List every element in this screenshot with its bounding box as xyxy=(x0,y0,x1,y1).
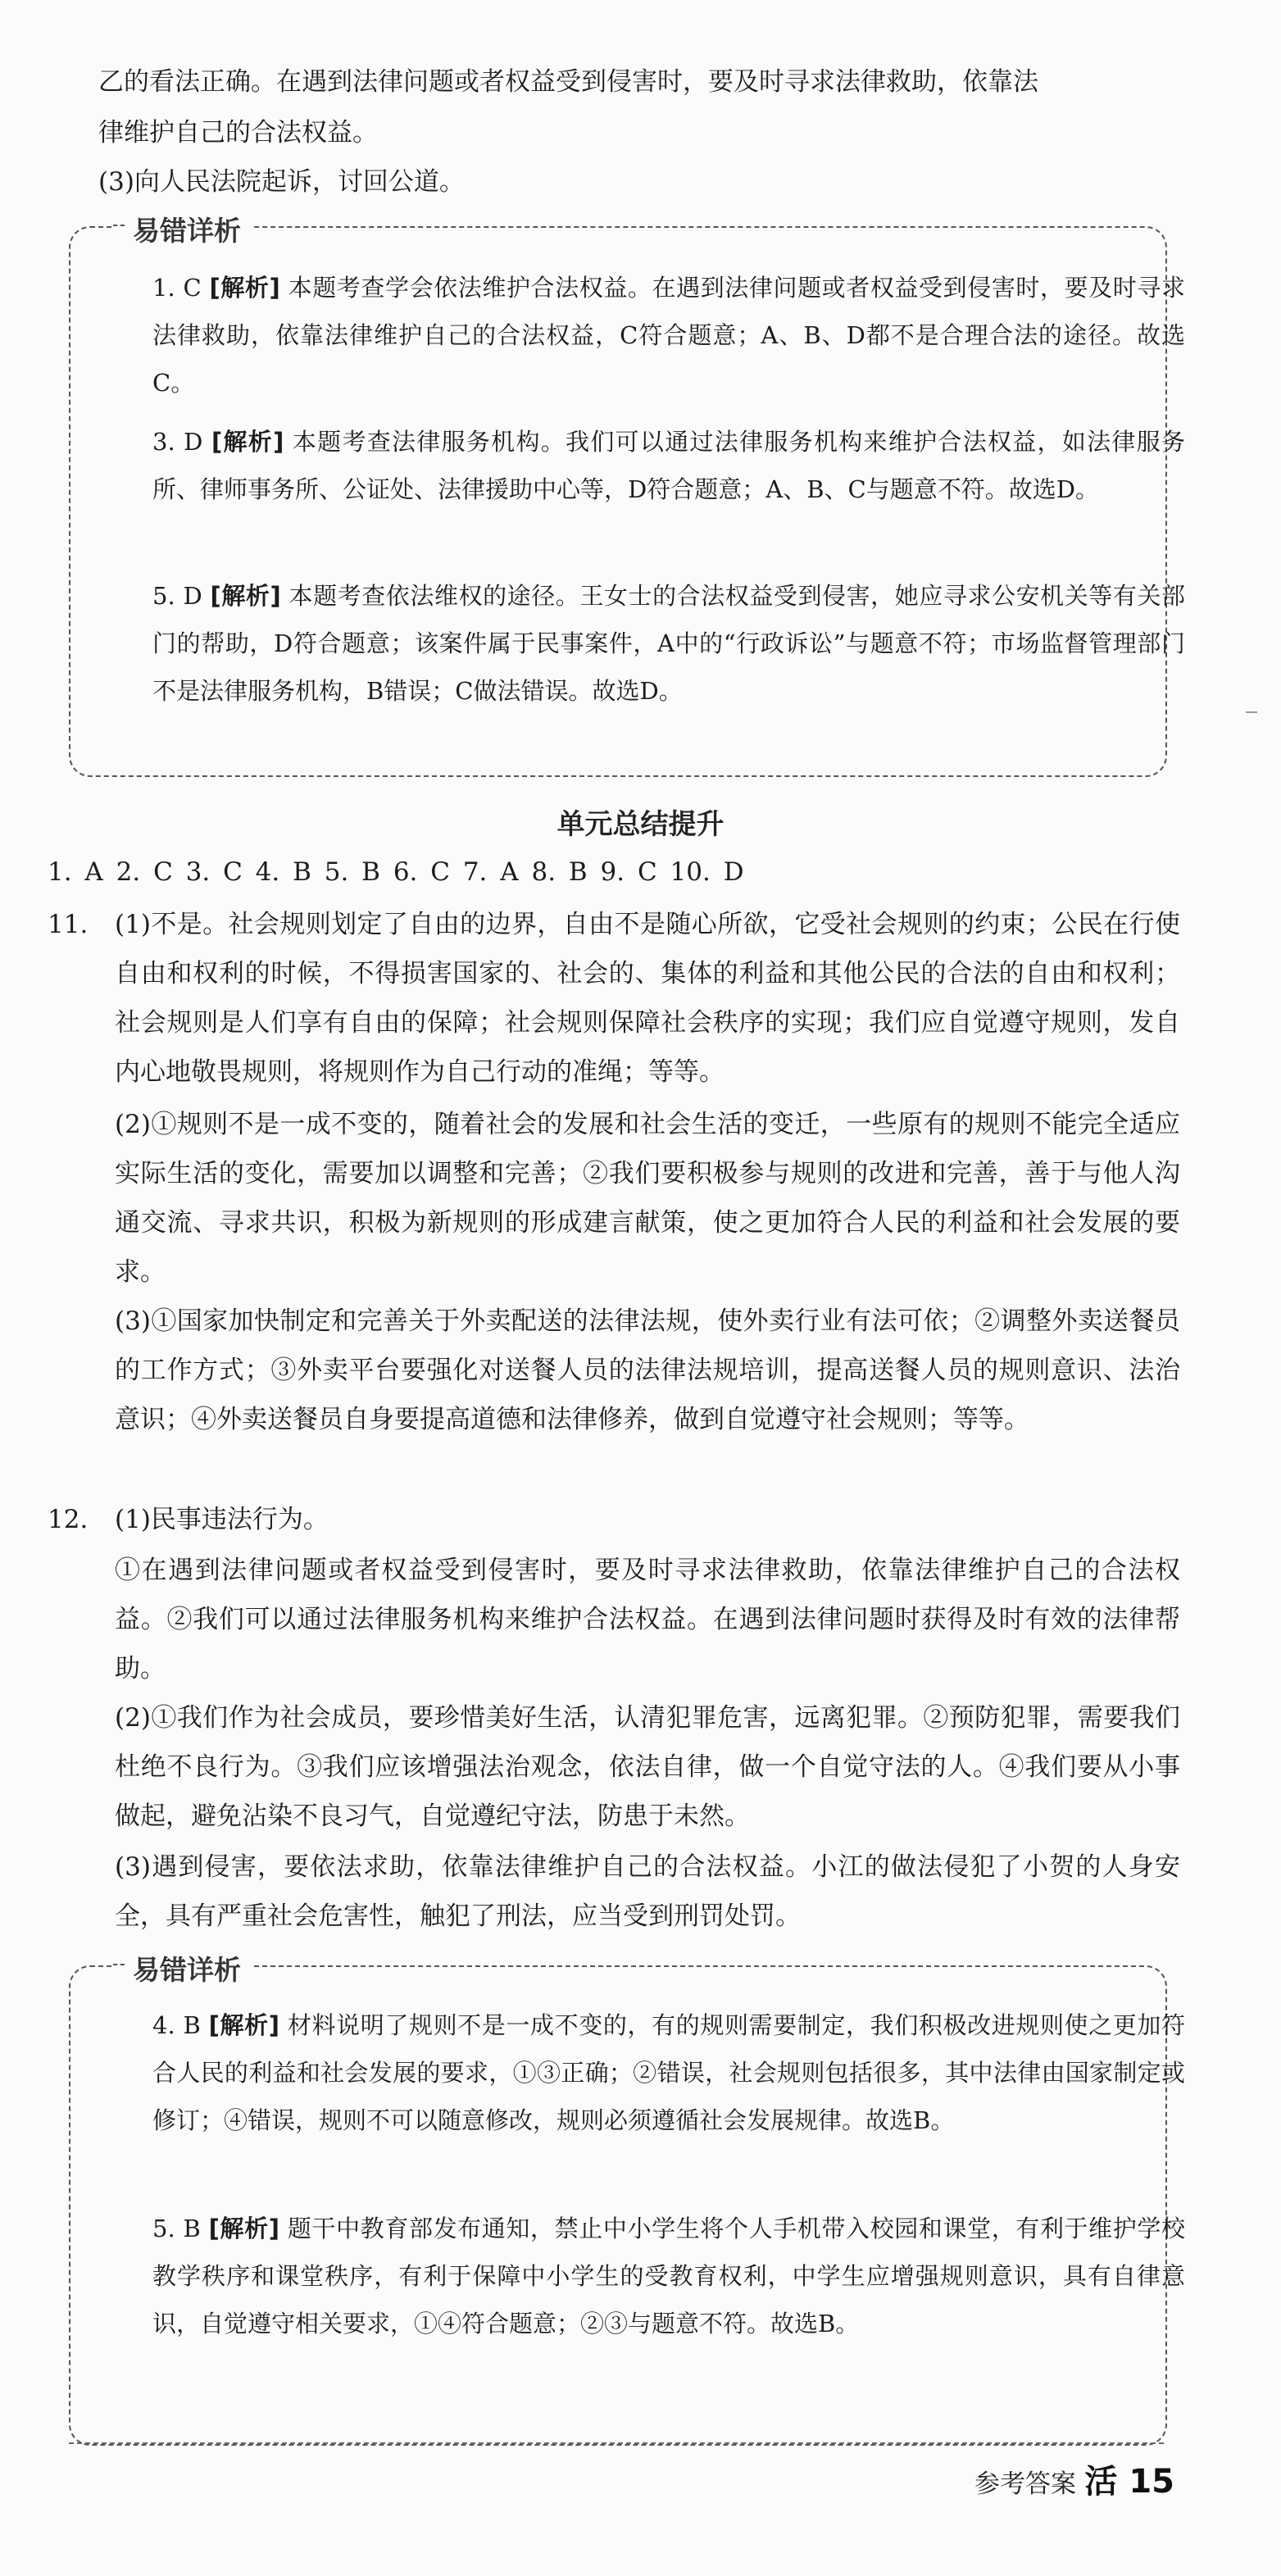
q11-part-1: (1)不是。社会规则划定了自由的边界，自由不是随心所欲，它受社会规则的约束；公民在行使自由和权利的时候，不得损害国家的、社会的、集体的利益和其他公民的合法的自由和权利；社会规则是人们享有自由的保障；社会规则保障社会秩序的实现；我们应自觉遵守规则，发自内心地敬畏规则，将规则作为自己行动的准绳；等等。 xyxy=(115,910,1180,1087)
section-title: 单元总结提升 xyxy=(556,808,725,841)
analysis-text: 本题考查依法维权的途径。王女士的合法权益受到侵害，她应寻求公安机关等有关部门的帮助，D符合题意；该案件属于民事案件，A中的“行政诉讼”与题意不符；市场监督管理部门不是法律服务机构，B错误；C做法错误。故选D。 xyxy=(152,582,1186,705)
analysis-text: 材料说明了规则不是一成不变的，有的规则需要制定，我们积极改进规则使之更加符合人民的利益和社会发展的要求，①③正确；②错误，社会规则包括很多，其中法律由国家制定或修订；④错误，规则不可以随意修改，规则必须遵循社会发展规律。故选B。 xyxy=(152,2011,1186,2134)
question-number: 11. xyxy=(48,910,89,939)
analysis-item xyxy=(152,264,1185,407)
q12-part-4: (3)遇到侵害，要依法求助，依靠法律维护自己的合法权益。小江的做法侵犯了小贺的人身安全，具有严重社会危害性，触犯了刑法，应当受到刑罚处罚。 xyxy=(115,1852,1180,1931)
item-label: 1. C xyxy=(152,274,202,302)
item-label: 5. D xyxy=(152,582,202,610)
analysis-item xyxy=(152,2205,1185,2347)
analysis-text: 题干中教育部发布通知，禁止中小学生将个人手机带入校园和课堂，有利于维护学校教学秩序和课堂秩序，有利于保障中小学生的受教育权利，中学生应增强规则意识，具有自律意识，自觉遵守相关要求，①④符合题意；②③与题意不符。故选B。 xyxy=(152,2215,1186,2337)
analysis-item xyxy=(152,2001,1185,2144)
box-title: 易错详析 xyxy=(113,1949,251,1988)
footer-label: 参考答案 xyxy=(974,2469,1076,2499)
error-analysis-box-2 xyxy=(69,1954,1186,2446)
footer-divider xyxy=(69,2442,1164,2444)
analysis-text: 本题考查学会依法维护合法权益。在遇到法律问题或者权益受到侵害时，要及时寻求法律救助，依靠法律维护自己的合法权益，C符合题意；A、B、D都不是合理合法的途径。故选C。 xyxy=(152,274,1185,397)
analysis-tag: [解析] xyxy=(208,2215,280,2242)
q12-part-3: (2)①我们作为社会成员，要珍惜美好生活，认清犯罪危害，远离犯罪。②预防犯罪，需要我们杜绝不良行为。③我们应该增强法治观念，依法自律，做一个自觉守法的人。④我们要从小事做起，避免沾染不良习气，自觉遵纪守法，防患于未然。 xyxy=(115,1703,1180,1831)
box-title: 易错详析 xyxy=(113,210,251,248)
q12-part-2: ①在遇到法律问题或者权益受到侵害时，要及时寻求法律救助，依靠法律维护自己的合法权益。②我们可以通过法律服务机构来维护合法权益。在遇到法律问题时获得及时有效的法律帮助。 xyxy=(115,1556,1180,1683)
analysis-item xyxy=(152,418,1185,513)
q12-part-1: (1)民事违法行为。 xyxy=(115,1505,329,1534)
item-label: 3. D xyxy=(152,428,203,456)
item-label: 4. B xyxy=(152,2011,201,2039)
analysis-tag: [解析] xyxy=(210,582,281,610)
analysis-tag: [解析] xyxy=(209,274,280,302)
item-label: 5. B xyxy=(152,2215,201,2242)
analysis-text: 本题考查法律服务机构。我们可以通过法律服务机构来维护合法权益，如法律服务所、律师事务所、公证处、法律援助中心等，D符合题意；A、B、C与题意不符。故选D。 xyxy=(152,428,1186,503)
q11-part-2: (2)①规则不是一成不变的，随着社会的发展和社会生活的变迁，一些原有的规则不能完全适应实际生活的变化，需要加以调整和完善；②我们要积极参与规则的改进和完善，善于与他人沟通交流、寻求共识，积极为新规则的形成建言献策，使之更加符合人民的利益和社会发展的要求。 xyxy=(115,1110,1180,1287)
analysis-tag: [解析] xyxy=(211,428,284,456)
continued-text-line-2: 律维护自己的合法权益。 xyxy=(98,118,378,148)
margin-mark xyxy=(1246,711,1257,713)
continued-text-line-1: 乙的看法正确。在遇到法律问题或者权益受到侵害时，要及时寻求法律救助，依靠法 xyxy=(98,67,1038,97)
error-analysis-box-1 xyxy=(69,215,1186,777)
q11-part-3: (3)①国家加快制定和完善关于外卖配送的法律法规，使外卖行业有法可依；②调整外卖送餐员的工作方式；③外卖平台要强化对送餐人员的法律法规培训，提高送餐人员的规则意识、法治意识；④外卖送餐员自身要提高道德和法律修养，做到自觉遵守社会规则；等等。 xyxy=(115,1306,1180,1434)
continued-text-line-3: (3)向人民法院起诉，讨回公道。 xyxy=(98,167,465,197)
analysis-tag: [解析] xyxy=(208,2011,280,2039)
choice-answers-line: 1. A 2. C 3. C 4. B 5. B 6. C 7. A 8. B 9. C 10. D xyxy=(48,857,744,887)
page-number: 活 15 xyxy=(1084,2463,1174,2501)
question-number: 12. xyxy=(48,1505,89,1534)
analysis-item xyxy=(152,572,1185,715)
